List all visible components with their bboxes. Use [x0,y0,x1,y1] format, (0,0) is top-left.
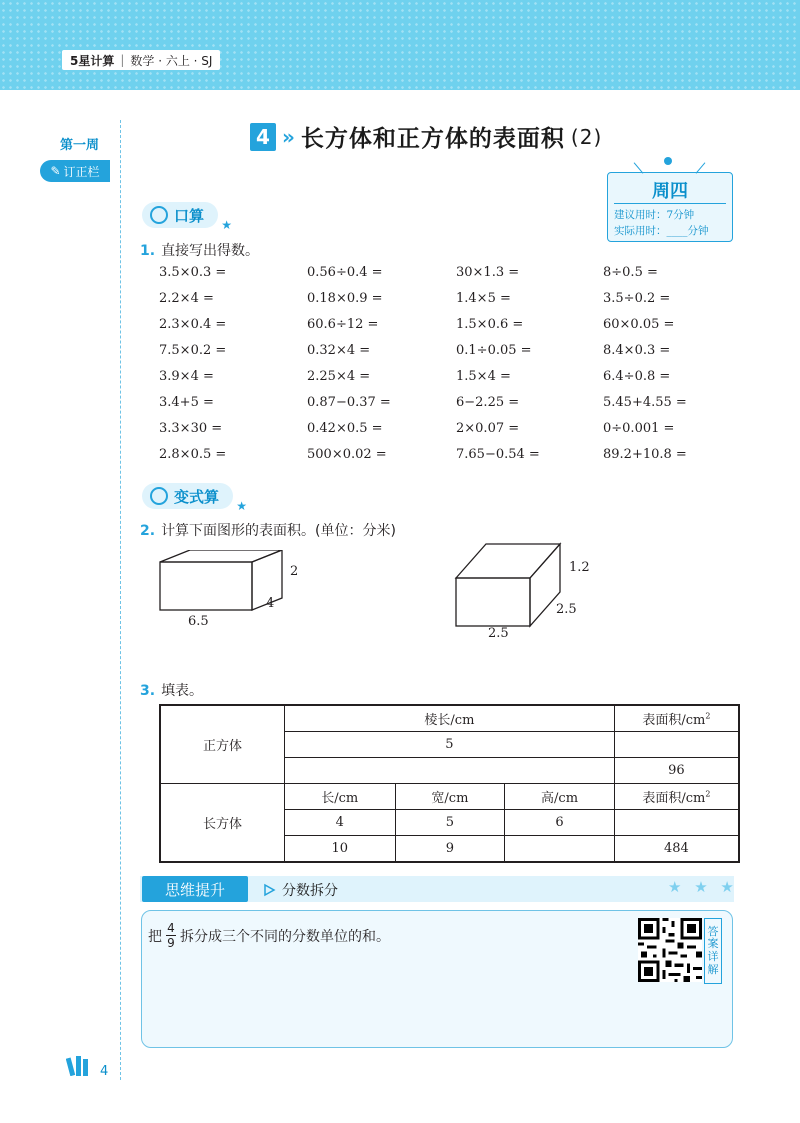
calculation-item: 1.4×5 = [456,291,511,306]
question-2 [140,520,396,540]
section-oral-label: 口算 [174,206,205,225]
qr-code-icon[interactable] [638,918,702,982]
edge-header: 棱长/cm [284,705,614,732]
brand-name: 5星计算 [70,53,115,68]
table-row [160,705,739,732]
target-icon [150,487,168,505]
denominator: 9 [167,936,175,950]
cuboid-figure-2 [450,540,570,630]
calculation-item: 0.87−0.37 = [307,395,391,410]
calculation-item: 1.5×4 = [456,369,511,384]
thinking-problem [148,922,390,949]
calculation-item: 3.4+5 = [159,395,214,410]
cuboid-label: 长方体 [160,784,284,863]
length-header: 长/cm [284,784,395,810]
cube-edge-value: 5 [284,732,614,758]
area-header-text: 表面积/cm [642,713,706,728]
correction-margin-line [120,120,121,1080]
thinking-tag: 思维提升 [142,876,248,902]
answer-detail-label[interactable] [704,918,722,984]
calculation-item: 2.2×4 = [159,291,214,306]
calculation-item: 7.5×0.2 = [159,343,227,358]
play-icon [262,883,276,897]
suggested-time: 建议用时：7分钟 [614,209,695,221]
question-text: 直接写出得数。 [161,243,260,259]
calculation-item: 6−2.25 = [456,395,520,410]
superscript: 2 [705,789,711,799]
question-number: 3. [140,683,156,699]
superscript: 2 [705,711,711,721]
box1-width-label: 4 [266,596,275,611]
height-header: 高/cm [505,784,615,810]
box2-length-label: 2.5 [488,626,509,641]
calculation-item: 0.56÷0.4 = [307,265,383,280]
question-number: 1. [140,243,156,259]
week-label: 第一周 [60,138,100,153]
box1-height-label: 2 [290,564,299,579]
lesson-title-text: 长方体和正方体的表面积 [300,126,565,152]
fill-in-table [159,704,740,863]
actual-time: 实际用时：____分钟 [614,225,709,237]
calculation-item: 8.4×0.3 = [603,343,671,358]
answer-label-char: 详 [707,950,719,963]
question-text: 填表。 [161,683,204,699]
stopwatch-icon [150,206,168,224]
subject-label: 数学 · 六上 · SJ [130,53,213,68]
cell: 4 [284,810,395,836]
section-variant-label: 变式算 [174,487,220,506]
page-number: 4 [100,1064,109,1079]
calculation-item: 30×1.3 = [456,265,520,280]
pencil-icon: ✎ [50,164,61,178]
calculation-item: 6.4÷0.8 = [603,369,671,384]
calculation-item: 7.65−0.54 = [456,447,540,462]
lesson-title [250,120,602,153]
calculation-item: 1.5×0.6 = [456,317,524,332]
chevron-right-icon: » [282,124,295,149]
table-row [160,784,739,810]
calculation-item: 8÷0.5 = [603,265,658,280]
answer-cell[interactable] [614,810,739,836]
box2-width-label: 2.5 [556,602,577,617]
star-icon: ★ [221,218,233,232]
day-label: 周四 [652,181,688,202]
divider [614,203,726,204]
difficulty-stars: ★ ★ ★ [668,878,738,896]
calculation-item: 0.42×0.5 = [307,421,383,436]
area-header-text: 表面积/cm [642,791,706,806]
answer-label-char: 解 [707,962,719,976]
problem-prefix: 把 [148,928,162,945]
books-icon [66,1054,96,1076]
answer-label-char: 案 [707,937,719,951]
hanger-line [696,162,706,173]
area-header [614,705,739,732]
cell: 9 [395,836,505,863]
calculation-item: 2.25×4 = [307,369,371,384]
fraction [166,922,176,949]
area-header [614,784,739,810]
cell: 5 [395,810,505,836]
pin-icon [664,157,672,165]
cell: 6 [505,810,615,836]
cube-label: 正方体 [160,705,284,784]
calculation-item: 500×0.02 = [307,447,387,462]
answer-cell[interactable] [505,836,615,863]
calculation-item: 3.5×0.3 = [159,265,227,280]
box2-height-label: 1.2 [569,560,590,575]
numerator: 4 [167,921,175,935]
answer-cell[interactable] [284,758,614,784]
calculation-item: 3.9×4 = [159,369,214,384]
section-oral [142,202,233,232]
correction-tab [40,160,110,182]
answer-label-char: 答 [707,924,719,938]
cube-area-value: 96 [614,758,739,784]
calculation-item: 2×0.07 = [456,421,520,436]
calculation-item: 3.3×30 = [159,421,223,436]
star-icon: ★ [236,499,248,513]
cuboid-figure-1 [150,550,310,620]
calculation-item: 0.32×4 = [307,343,371,358]
cell: 484 [614,836,739,863]
lesson-number: 4 [250,123,276,151]
separator: | [120,53,125,67]
question-text: 计算下面图形的表面积。(单位：分米) [161,523,396,539]
thinking-topic-text: 分数拆分 [282,883,338,899]
calculation-item: 60.6÷12 = [307,317,379,332]
width-header: 宽/cm [395,784,505,810]
box1-length-label: 6.5 [188,614,209,629]
thinking-topic [262,880,338,900]
correction-label: 订正栏 [63,164,100,179]
problem-text: 拆分成三个不同的分数单位的和。 [180,928,390,945]
question-3 [140,680,203,700]
calculation-item: 60×0.05 = [603,317,675,332]
calculation-item: 0÷0.001 = [603,421,675,436]
day-box [607,172,733,242]
calculation-item: 0.18×0.9 = [307,291,383,306]
page-header [0,0,800,90]
calculation-item: 2.8×0.5 = [159,447,227,462]
question-number: 2. [140,523,156,539]
calculation-item: 89.2+10.8 = [603,447,687,462]
lesson-title-suffix: (2) [570,124,603,149]
series-label [62,50,220,70]
calculation-item: 3.5÷0.2 = [603,291,671,306]
hanger-line [634,162,644,173]
cell: 10 [284,836,395,863]
answer-cell[interactable] [614,732,739,758]
section-variant [142,483,248,513]
calculation-item: 0.1÷0.05 = [456,343,532,358]
calculation-item: 5.45+4.55 = [603,395,687,410]
calculation-item: 2.3×0.4 = [159,317,227,332]
question-1 [140,240,259,260]
